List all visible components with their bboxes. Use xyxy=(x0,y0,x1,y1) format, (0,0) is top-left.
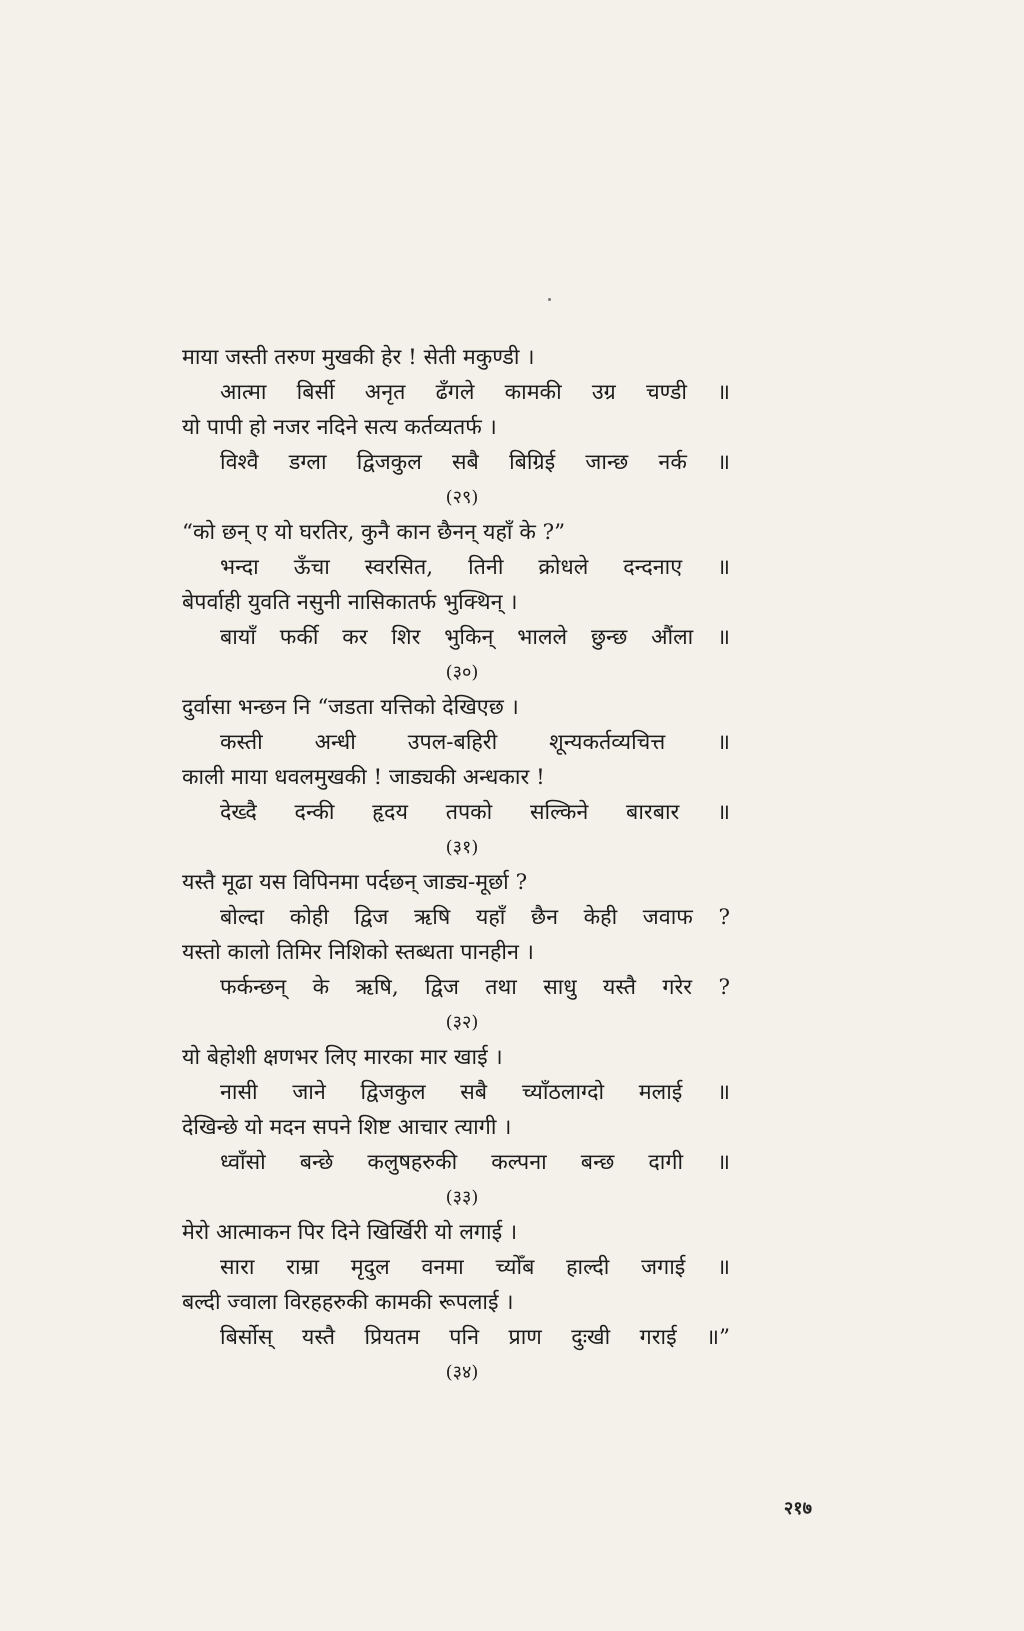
stanza-31 xyxy=(182,690,762,865)
poem-body xyxy=(182,340,762,1390)
verse-line: बायाँ फर्की कर शिर भुकिन् भालले छुन्छ औंला ॥ xyxy=(220,625,730,650)
verse-line: बोल्दा कोही द्विज ऋषि यहाँ छैन केही जवाफ ? xyxy=(220,905,730,930)
stanza-33 xyxy=(182,1040,762,1215)
verse-line: देख्दै दन्की हृदय तपको सल्किने बारबार ॥ xyxy=(220,800,730,825)
verse-line: नासी जाने द्विजकुल सबै च्याँठलाग्दो मलाई ॥ xyxy=(220,1080,730,1105)
verse-line: आत्मा बिर्सी अनृत ढँगले कामकी उग्र चण्डी ॥ xyxy=(220,380,730,405)
verse-number: (३०) xyxy=(445,662,479,683)
stanza-34 xyxy=(182,1215,762,1390)
verse-line: फर्कन्छन् के ऋषि, द्विज तथा साधु यस्तै गरेर ? xyxy=(220,975,730,1000)
verse-number: (३४) xyxy=(445,1362,479,1383)
verse-line: माया जस्ती तरुण मुखकी हेर ! सेती मकुण्डी । xyxy=(182,345,535,370)
verse-line: विश्वै डग्ला द्विजकुल सबै बिग्रिई जान्छ नर्क ॥ xyxy=(220,450,730,475)
stanza-32 xyxy=(182,865,762,1040)
verse-line: बल्दी ज्वाला विरहहरुकी कामकी रूपलाई । xyxy=(182,1290,514,1315)
verse-line: दुर्वासा भन्छन नि “जडता यत्तिको देखिएछ । xyxy=(182,695,519,720)
stanza-30 xyxy=(182,515,762,690)
verse-line: बिर्सोस् यस्तै प्रियतम पनि प्राण दुःखी गराई ॥” xyxy=(220,1325,730,1350)
verse-number: (३२) xyxy=(445,1012,479,1033)
verse-line: यस्तै मूढा यस विपिनमा पर्दछन् जाड्य-मूर्छा ? xyxy=(182,870,528,895)
verse-line: भन्दा ऊँचा स्वरसित, तिनी क्रोधले दन्दनाए ॥ xyxy=(220,555,730,580)
stanza-29 xyxy=(182,340,762,515)
verse-line: यो बेहोशी क्षणभर लिए मारका मार खाई । xyxy=(182,1045,503,1070)
verse-number: (२९) xyxy=(445,487,479,508)
verse-line: कस्ती अन्धी उपल-बहिरी शून्यकर्तव्यचित्त ॥ xyxy=(220,730,730,755)
verse-line: ध्वाँसो बन्छे कलुषहरुकी कल्पना बन्छ दागी ॥ xyxy=(220,1150,730,1175)
verse-line: मेरो आत्माकन पिर दिने खिर्खिरी यो लगाई । xyxy=(182,1220,518,1245)
page-number: २१७ xyxy=(783,1498,812,1519)
verse-line: यस्तो कालो तिमिर निशिको स्तब्धता पानहीन । xyxy=(182,940,534,965)
verse-line: काली माया धवलमुखकी ! जाड्यकी अन्धकार ! xyxy=(182,765,545,790)
scan-speck xyxy=(548,298,551,301)
verse-number: (३३) xyxy=(445,1187,479,1208)
verse-number: (३१) xyxy=(445,837,479,858)
verse-line: बेपर्वाही युवति नसुनी नासिकातर्फ भुक्थिन् । xyxy=(182,590,518,615)
verse-line: “को छन् ए यो घरतिर, कुनै कान छैनन् यहाँ के ?” xyxy=(182,520,566,545)
verse-line: यो पापी हो नजर नदिने सत्य कर्तव्यतर्फ । xyxy=(182,415,497,440)
verse-line: सारा राम्रा मृदुल वनमा च्योँब हाल्दी जगाई ॥ xyxy=(220,1255,730,1280)
verse-line: देखिन्छे यो मदन सपने शिष्ट आचार त्यागी । xyxy=(182,1115,512,1140)
